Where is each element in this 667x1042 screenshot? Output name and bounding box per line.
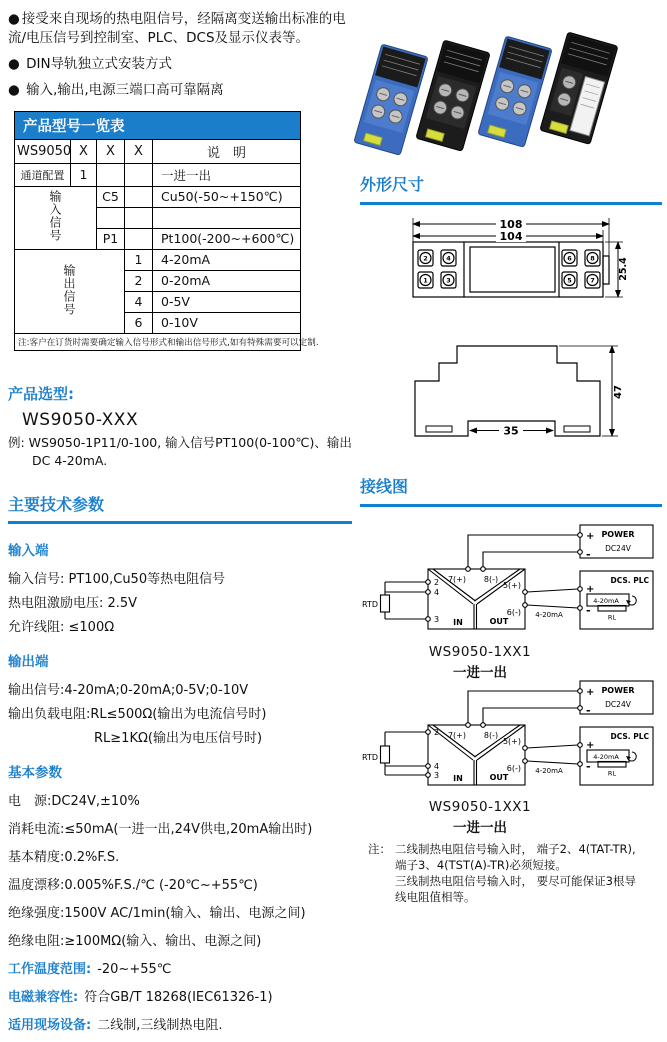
left-column xyxy=(8,10,352,1042)
note-line: 端子3、4(TST(A)-TR)必须短接。 xyxy=(395,857,567,872)
model-x2-cell: X xyxy=(97,139,125,163)
selection-example-line1: 例: WS9050-1P11/0-100, 输入信号PT100(0-100℃)、输出 xyxy=(8,434,352,450)
dim-25-4: 25.4 xyxy=(618,257,629,281)
input-code: P1 xyxy=(97,228,125,249)
tech-line: 绝缘强度:1500V AC/1min(输入、输出、电源之间) xyxy=(8,905,306,921)
dcs-minus: - xyxy=(586,604,591,617)
param-value: 二线制,三线制热电阻. xyxy=(97,1017,223,1033)
channel-desc: 一进一出 xyxy=(153,163,301,186)
terminal-4-label: 4 xyxy=(434,762,440,771)
dcs-title: DCS. PLC xyxy=(610,732,649,741)
tech-basic-title: 基本参数 xyxy=(8,764,62,781)
selection-section xyxy=(8,383,352,470)
note-line: 三线制热电阻信号输入时， 要尽可能保证3根导 xyxy=(395,873,636,888)
product-photo xyxy=(360,14,662,170)
model-table xyxy=(14,111,319,351)
terminal-7-label: 7(+) xyxy=(447,731,467,740)
terminal-8: 8 xyxy=(590,254,595,263)
channel-empty1 xyxy=(97,163,125,186)
terminal-7-label: 7(+) xyxy=(447,575,467,584)
loop-label: 4-20mA xyxy=(593,753,619,761)
caption-type: 一进一出 xyxy=(453,665,507,681)
input-desc xyxy=(153,207,301,228)
channel-code: 1 xyxy=(71,163,97,186)
input-desc: Pt100(-200~+600℃) xyxy=(153,228,301,249)
terminal-8-label: 8(-) xyxy=(483,731,499,740)
note-line: 线电阻值相等。 xyxy=(395,889,476,904)
dimension-drawing-svg xyxy=(360,212,662,450)
loop-label: 4-20mA xyxy=(593,597,619,605)
tech-line: 输出负载电阻:RL≤500Ω(输出为电流信号时) xyxy=(8,706,267,722)
model-table-title: 产品型号一览表 xyxy=(15,111,301,139)
output-desc: 0-5V xyxy=(153,291,301,312)
wiring-note xyxy=(368,842,662,905)
param-label: 电磁兼容性: xyxy=(8,989,79,1005)
wire-current-label: 4-20mA xyxy=(535,611,563,619)
dcs-plus: + xyxy=(586,584,595,595)
product-photo-illustration xyxy=(360,14,662,166)
power-plus: + xyxy=(586,531,595,542)
power-sub: DC24V xyxy=(605,700,631,709)
input-group-label: 输入信号 xyxy=(15,186,97,249)
wire-current-label: 4-20mA xyxy=(535,767,563,775)
selection-example-line2: DC 4-20mA. xyxy=(32,452,108,468)
bullet-text: 输入,输出,电源三端口高可靠隔离 xyxy=(26,82,224,99)
terminal-3: 3 xyxy=(446,276,451,285)
model-x1-cell: X xyxy=(71,139,97,163)
out-label: OUT xyxy=(489,773,509,782)
selection-heading: 产品选型: xyxy=(8,384,74,403)
input-empty xyxy=(125,186,153,207)
wiring-diagram-1-svg xyxy=(360,520,662,642)
input-empty xyxy=(125,207,153,228)
param-value: 符合GB/T 18268(IEC61326-1) xyxy=(84,989,273,1005)
power-plus: + xyxy=(586,687,595,698)
bullet-text: DIN导轨独立式安装方式 xyxy=(26,56,173,73)
input-code xyxy=(97,207,125,228)
power-minus: - xyxy=(586,704,591,717)
dcs-title: DCS. PLC xyxy=(610,576,649,585)
input-desc: Cu50(-50~+150℃) xyxy=(153,186,301,207)
output-desc: 0-10V xyxy=(153,312,301,333)
tech-line: 基本精度:0.2%F.S. xyxy=(8,849,120,865)
output-desc: 0-20mA xyxy=(153,270,301,291)
terminal-2-label: 2 xyxy=(434,728,440,737)
dim-104: 104 xyxy=(499,230,523,243)
channel-label: 通道配置 xyxy=(15,163,71,186)
terminal-3-label: 3 xyxy=(434,771,440,780)
tech-inline-row xyxy=(8,1014,352,1033)
model-table-note: 注:客户在订货时需要确定输入信号形式和输出信号形式,如有特殊需要可以定制. xyxy=(15,333,301,350)
tech-output-title: 输出端 xyxy=(8,653,49,670)
caption-model: WS9050-1XX1 xyxy=(428,799,532,815)
model-prefix-cell: WS9050 xyxy=(15,139,71,163)
wiring-diagram-2 xyxy=(360,676,662,802)
terminal-2-label: 2 xyxy=(434,578,440,587)
output-code: 4 xyxy=(125,291,153,312)
tech-inline-row xyxy=(8,986,352,1005)
tech-line: RL≥1KΩ(输出为电压信号时) xyxy=(94,730,263,746)
output-code: 1 xyxy=(125,249,153,270)
in-label: IN xyxy=(453,774,463,783)
model-desc-header: 说 明 xyxy=(153,139,301,163)
out-label: OUT xyxy=(489,617,509,626)
tech-line: 输出信号:4-20mA;0-20mA;0-5V;0-10V xyxy=(8,682,249,698)
caption-type: 一进一出 xyxy=(453,820,507,836)
wiring-caption-2 xyxy=(380,799,580,836)
tech-line: 温度漂移:0.005%F.S./℃ (-20℃~+55℃) xyxy=(8,877,258,893)
rl-label: RL xyxy=(607,613,617,622)
bullet-icon: ● xyxy=(8,56,20,73)
tech-line: 允许线阻: ≤100Ω xyxy=(8,619,115,635)
terminal-8-label: 8(-) xyxy=(483,575,499,584)
tech-line: 消耗电流:≤50mA(一进一出,24V供电,20mA输出时) xyxy=(8,821,313,837)
channel-empty2 xyxy=(125,163,153,186)
param-label: 适用现场设备: xyxy=(8,1017,92,1033)
tech-heading: 主要技术参数 xyxy=(8,492,352,524)
tech-line: 电 源:DC24V,±10% xyxy=(8,793,140,809)
dim-35: 35 xyxy=(503,424,519,438)
power-title: POWER xyxy=(601,686,635,695)
dimensions-heading: 外形尺寸 xyxy=(360,172,662,205)
terminal-1: 1 xyxy=(423,276,428,285)
bullet-icon: ● xyxy=(8,11,20,27)
terminal-5-label: 5(+) xyxy=(502,737,521,746)
tech-section xyxy=(8,492,352,1033)
dim-47: 47 xyxy=(613,385,624,399)
dcs-minus: - xyxy=(586,760,591,773)
terminal-6: 6 xyxy=(567,254,572,263)
power-title: POWER xyxy=(601,530,635,539)
terminal-2: 2 xyxy=(423,254,428,263)
wiring-diagram-2-svg xyxy=(360,676,662,798)
output-code: 6 xyxy=(125,312,153,333)
dcs-plus: + xyxy=(586,740,595,751)
model-x3-cell: X xyxy=(125,139,153,163)
terminal-6-label: 6(-) xyxy=(506,608,521,617)
caption-model: WS9050-1XX1 xyxy=(428,644,532,660)
terminal-4: 4 xyxy=(446,254,451,263)
bullet-item xyxy=(8,81,352,100)
rl-label: RL xyxy=(607,769,617,778)
tech-line: 绝缘电阻:≥100MΩ(输入、输出、电源之间) xyxy=(8,933,262,949)
input-code: C5 xyxy=(97,186,125,207)
output-group-label: 输出信号 xyxy=(15,249,125,333)
dimension-drawing xyxy=(360,212,662,454)
terminal-3-label: 3 xyxy=(434,615,440,624)
terminal-5: 5 xyxy=(567,276,572,285)
note-line: 二线制热电阻信号输入时， 端子2、4(TAT-TR), xyxy=(395,842,636,856)
output-code: 2 xyxy=(125,270,153,291)
output-desc: 4-20mA xyxy=(153,249,301,270)
note-prefix: 注： xyxy=(368,842,391,856)
bullet-icon: ● xyxy=(8,82,20,99)
dim-108: 108 xyxy=(499,218,523,231)
bullet-item xyxy=(8,55,352,74)
tech-line: 热电阻激励电压: 2.5V xyxy=(8,595,138,611)
tech-input-title: 输入端 xyxy=(8,542,49,559)
bullet-item xyxy=(8,10,352,48)
input-empty xyxy=(125,228,153,249)
selection-model: WS9050-XXX xyxy=(22,409,139,430)
terminal-4-label: 4 xyxy=(434,588,440,597)
rtd-label: RTD xyxy=(362,600,379,609)
power-minus: - xyxy=(586,548,591,561)
right-column xyxy=(360,0,662,908)
terminal-6-label: 6(-) xyxy=(506,764,521,773)
intro-bullets xyxy=(8,10,352,101)
wiring-heading: 接线图 xyxy=(360,474,662,507)
param-value: -20~+55℃ xyxy=(97,961,172,977)
rtd-label: RTD xyxy=(362,753,379,762)
tech-line: 输入信号: PT100,Cu50等热电阻信号 xyxy=(8,571,226,587)
power-sub: DC24V xyxy=(605,544,631,553)
in-label: IN xyxy=(453,618,463,627)
bullet-text: 接受来自现场的热电阻信号，经隔离变送输出标准的电流/电压信号到控制室、PLC、DCS及显示仪表等。 xyxy=(8,11,346,47)
tech-inline-row xyxy=(8,958,352,977)
wiring-diagram-1 xyxy=(360,520,662,646)
terminal-5-label: 5(+) xyxy=(502,581,521,590)
terminal-7: 7 xyxy=(590,276,595,285)
param-label: 工作温度范围: xyxy=(8,961,92,977)
